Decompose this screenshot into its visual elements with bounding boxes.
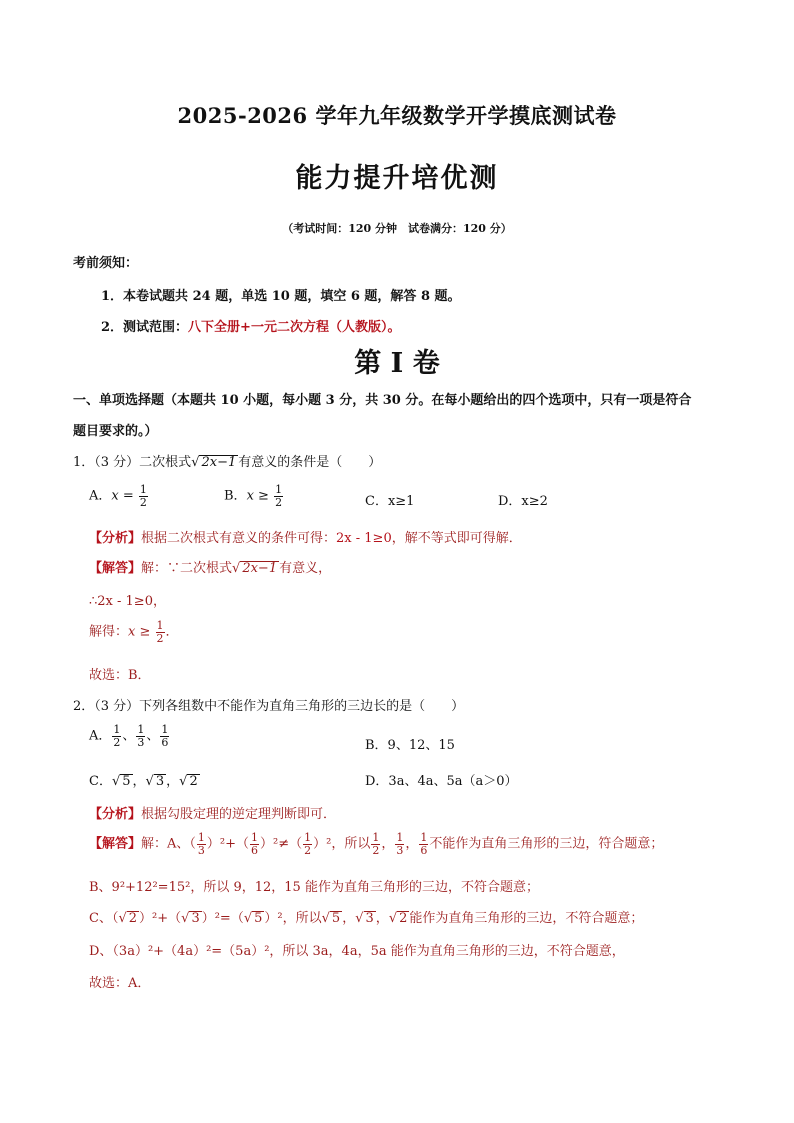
section-heading-line2: 题目要求的。）	[73, 424, 158, 439]
comma: ，	[381, 836, 395, 852]
q2-option-b: B．9、12、15	[365, 738, 455, 753]
q1-step-2-end: ．	[165, 624, 179, 640]
fraction-one-sixth	[419, 832, 428, 856]
root-2: 2	[128, 911, 138, 926]
q1-analysis	[89, 527, 522, 546]
q1-option-a-label: A．	[89, 488, 112, 504]
sqrt-sign: √	[232, 561, 241, 576]
analysis-label: 【分析】	[89, 807, 142, 822]
frac-denominator: 3	[137, 735, 145, 749]
q2-answer-c-mid2: ）²=（	[201, 911, 244, 926]
q1-radicand: 2x−1	[201, 455, 237, 470]
fraction-one-half	[371, 832, 380, 856]
frac-denominator: 3	[396, 843, 404, 857]
root-3: 3	[365, 911, 374, 926]
notice-heading: 考前须知：	[73, 256, 139, 271]
q1-option-a	[89, 484, 149, 508]
root-5: 5	[254, 911, 263, 926]
frac-denominator: 6	[420, 843, 428, 857]
frac-denominator: 2	[156, 631, 164, 645]
frac-numerator: 1	[137, 723, 145, 736]
analysis-label: 【分析】	[89, 531, 142, 546]
q2-option-c-root-3: 2	[189, 774, 198, 789]
sqrt-sign: √	[118, 911, 127, 926]
q2-answer-a-pre: 解：A、（	[141, 836, 196, 852]
frac-numerator: 1	[139, 483, 147, 496]
q2-option-a-label: A．	[89, 728, 112, 744]
comma: ，	[166, 774, 180, 789]
frac-numerator: 1	[304, 831, 312, 844]
frac-numerator: 1	[420, 831, 428, 844]
q2-answer-a-mid1: ）²+（	[206, 836, 250, 852]
q2-choice: 故选：A．	[89, 976, 151, 991]
q1-step-2	[89, 620, 179, 644]
frac-denominator: 2	[304, 843, 312, 857]
sqrt-sign: √	[321, 911, 330, 926]
sqrt-sign: √	[181, 911, 190, 926]
sqrt-sign: √	[145, 774, 154, 789]
q1-stem	[73, 451, 381, 471]
sqrt-sign: √	[179, 774, 188, 789]
q1-option-a-var: x	[111, 488, 119, 504]
comma: ，	[405, 836, 419, 852]
q2-answer-a	[89, 832, 663, 856]
q2-option-a	[89, 724, 170, 748]
q1-option-b-label: B．	[224, 488, 247, 504]
frac-denominator: 2	[113, 735, 121, 749]
separator: 、	[146, 728, 160, 744]
answer-label: 【解答】	[89, 561, 142, 576]
section-heading-line1: 一、单项选择题（本题共 10 小题，每小题 3 分，共 30 分。在每小题给出的四个选项中，只有一项是符合	[73, 393, 692, 408]
fraction-one-third	[395, 832, 404, 856]
q1-step-2-prefix: 解得：	[89, 624, 129, 640]
q1-step-2-var: x	[128, 624, 136, 640]
sqrt-sign: √	[191, 455, 200, 470]
q1-analysis-text: 根据二次根式有意义的条件可得：	[141, 531, 337, 546]
frac-numerator: 1	[161, 723, 169, 736]
q1-choice: 故选：B．	[89, 668, 151, 683]
sqrt-sign: √	[355, 911, 364, 926]
frac-numerator: 1	[197, 831, 205, 844]
page-subtitle: 能力提升培优测	[295, 163, 499, 194]
q1-answer-text: 解：∵二次根式	[141, 561, 233, 576]
q2-option-c-label: C．	[89, 774, 112, 789]
q2-answer-a-mid3: ）²，所以	[313, 836, 371, 852]
q2-answer-c-mid3: ）²，所以	[264, 911, 322, 926]
q2-option-c-root-2: 3	[155, 774, 165, 789]
root-5: 5	[331, 911, 341, 926]
q2-analysis	[89, 803, 336, 822]
q2-answer-a-tail: 不能作为直角三角形的三边，符合题意；	[429, 836, 664, 852]
q1-step-2-rel: ≥	[135, 624, 155, 640]
answer-label: 【解答】	[89, 836, 142, 852]
frac-numerator: 1	[156, 619, 164, 632]
notice-item-2	[101, 316, 400, 335]
root-2: 2	[399, 911, 408, 926]
comma: ，	[375, 911, 389, 926]
fraction-one-third	[197, 832, 206, 856]
fraction-half	[139, 484, 148, 508]
fraction-one-half	[303, 832, 312, 856]
frac-numerator: 1	[275, 483, 283, 496]
fraction-half	[156, 620, 165, 644]
q1-step-1: ∴2x - 1≥0，	[89, 594, 166, 609]
q1-option-a-rel: =	[118, 488, 138, 504]
sqrt-sign: √	[388, 911, 398, 926]
q1-analysis-tail: ，解不等式即可得解．	[391, 531, 522, 546]
notice-item-2-prefix: 2．测试范围：	[101, 320, 189, 335]
fraction-half	[274, 484, 283, 508]
frac-denominator: 2	[139, 495, 147, 509]
q1-option-b	[224, 484, 284, 508]
q1-option-d: D．x≥2	[498, 494, 548, 509]
q2-analysis-text: 根据勾股定理的逆定理判断即可．	[141, 807, 337, 822]
q1-analysis-inequality: 2x - 1≥0	[336, 531, 392, 546]
q1-stem-suffix: 有意义的条件是（ ）	[238, 455, 382, 470]
sqrt-sign: √	[111, 774, 121, 789]
q1-stem-prefix: 1．（3 分）二次根式	[73, 455, 192, 470]
q1-option-b-var: x	[246, 488, 254, 504]
q1-answer-radicand: 2x−1	[242, 561, 278, 576]
frac-denominator: 2	[372, 843, 380, 857]
q1-answer	[89, 557, 331, 577]
frac-denominator: 2	[275, 495, 283, 509]
q2-answer-b: B、9²+12²=15²，所以 9，12，15 能作为直角三角形的三边，不符合题意；	[89, 880, 539, 895]
fraction-one-sixth	[250, 832, 259, 856]
q2-answer-c	[89, 907, 643, 927]
frac-denominator: 6	[251, 843, 259, 857]
root-3: 3	[191, 911, 200, 926]
q2-option-c	[89, 770, 200, 790]
q2-option-d: D．3a、4a、5a（a＞0）	[365, 774, 518, 789]
volume-title: 第 I 卷	[354, 348, 440, 379]
sqrt-sign: √	[243, 911, 253, 926]
frac-numerator: 1	[372, 831, 380, 844]
q2-stem: 2．（3 分）下列各组数中不能作为直角三角形的三边长的是（ ）	[73, 699, 465, 714]
separator: 、	[122, 728, 136, 744]
notice-item-2-range: 八下全册+一元二次方程（人教版）。	[188, 320, 401, 335]
fraction-one-sixth	[160, 724, 169, 748]
q2-option-c-root-1: 5	[122, 774, 131, 789]
notice-item-1: 1．本卷试题共 24 题，单选 10 题，填空 6 题，解答 8 题。	[101, 289, 461, 304]
frac-numerator: 1	[396, 831, 404, 844]
comma: ，	[342, 911, 356, 926]
q2-answer-d: D、（3a）²+（4a）²=（5a）²，所以 3a，4a，5a 能作为直角三角形的三边，不符合题意，	[89, 944, 625, 959]
frac-numerator: 1	[113, 723, 121, 736]
q2-answer-a-mid2: ）²≠（	[260, 836, 303, 852]
page-title: 2025-2026 学年九年级数学开学摸底测试卷	[177, 103, 617, 128]
frac-denominator: 6	[161, 735, 169, 749]
q2-answer-c-mid1: ）²+（	[139, 911, 182, 926]
frac-numerator: 1	[251, 831, 259, 844]
frac-denominator: 3	[197, 843, 205, 857]
fraction-one-half	[112, 724, 121, 748]
fraction-one-third	[136, 724, 145, 748]
q1-answer-tail: 有意义，	[279, 561, 332, 576]
q1-option-b-rel: ≥	[253, 488, 274, 504]
q2-answer-c-tail: 能作为直角三角形的三边，不符合题意；	[409, 911, 644, 926]
exam-info: （考试时间：120 分钟 试卷满分：120 分）	[282, 222, 512, 235]
q1-option-c: C．x≥1	[365, 494, 415, 509]
q2-answer-c-pre: C、（	[89, 911, 119, 926]
comma: ，	[132, 774, 146, 789]
